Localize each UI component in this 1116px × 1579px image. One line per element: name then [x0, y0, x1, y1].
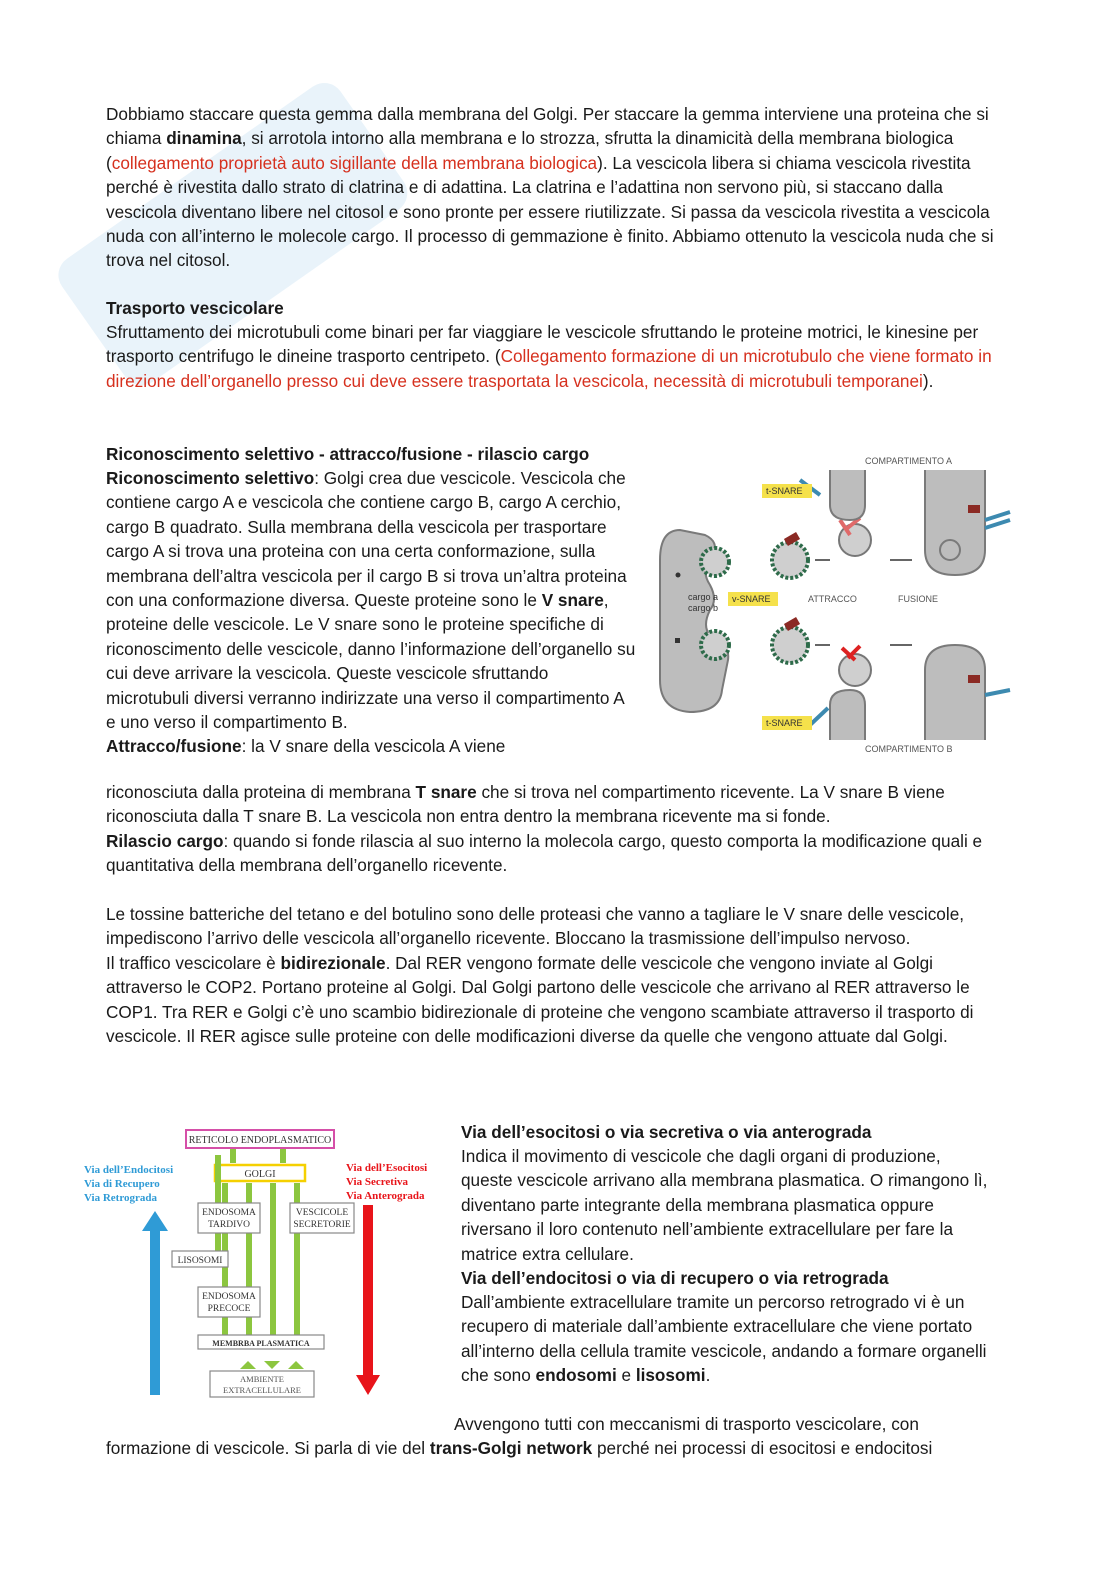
intro-paragraph: Dobbiamo staccare questa gemma dalla membrana del Golgi. Per staccare la gemma interviene una proteina che si chiama dinamina, si arrotola intorno alla membrana e lo strozza, sfrutta la dinamicità della membrana biologica (collegamento proprietà auto sigillante della membrana biologica). La vescicola libera si chiama vescicola rivestita perché è rivestita dallo strato di clatrina e di adattina. La clatrina e l’adattina non servono più, si staccano dalla vescicola diventano libere nel citosol e sono pronte per essere riutilizzate. Si passa da vescicola rivestita a vescicola nuda con all’interno le molecole cargo. Il processo di gemmazione è finito. Abbiamo ottenuto la vescicola nuda che si trova nel citosol. [106, 104, 994, 271]
compartment-b-dock [830, 690, 865, 740]
riconoscimento-paragraph: Riconoscimento selettivo: Golgi crea due vescicole. Vescicola che contiene cargo A e vescicola che contiene cargo B, cargo A cerchio, cargo B quadrato. Sulla membrana della vescicola per trasportare cargo A si trova una proteina con una certa conformazione, sulla membrana dell’altra vescicola per il cargo B si trova un’altra proteina con una conformazione diversa. Queste proteine sono le V snare, proteine delle vescicole. Le V snare sono le proteine specifiche di riconoscimento delle vescicole, danno l’informazione dell’organello su cui deve arrivare la vescicola. Queste vescicole sfruttando microtubuli diversi verranno indirizzate una verso il compartimento A e uno verso il compartimento B. Attracco/fusione: la V snare della vescicola A viene [106, 468, 636, 757]
reticolo-label: RETICOLO ENDOPLASMATICO [188, 1135, 332, 1146]
cargo-a-dot [676, 573, 681, 578]
label-fusione: FUSIONE [898, 594, 939, 604]
attracco-paragraph: riconosciuta dalla proteina di membrana T snare che si trova nel compartimento ricevente. La V snare B viene riconosciuta dalla T snare B. La vescicola non entra dentro la membrana ricevente ma si fonde. Rilascio cargo: quando si fonde rilascia al suo interno la molecola cargo, questo comporta la modificazione quali e quantitativa della membrana dell’organello ricevente. [106, 782, 983, 876]
t-snare-label-a: t-SNARE [766, 486, 803, 496]
vesicle-a-coated [772, 542, 808, 578]
endosoma-precoce-label-1: ENDOSOMA [202, 1292, 256, 1302]
vescicole-label-2: SECRETORIE [293, 1220, 351, 1230]
finale-line-1: Avvengono tutti con meccanismi di trasporto vescicolare, con [454, 1414, 919, 1434]
golgi-label: GOLGI [244, 1169, 276, 1180]
section-title-riconoscimento: Riconoscimento selettivo - attracco/fusione - rilascio cargo [106, 444, 590, 464]
endosoma-tardivo-label-1: ENDOSOMA [202, 1208, 256, 1218]
finale-line-2: formazione di vescicole. Si parla di vie del trans-Golgi network perché nei processi di esocitosi e endocitosi [106, 1438, 933, 1458]
label-compartimento-a: COMPARTIMENTO A [865, 456, 953, 466]
cargo-label: cargo a cargo b [688, 592, 719, 613]
bud-vesicle-a [701, 548, 729, 576]
compartment-a-dock [830, 470, 865, 520]
left-label-3: Via Retrograda [84, 1192, 158, 1204]
membrana-label: MEMBRBA PLASMATICA [212, 1339, 310, 1348]
left-label-2: Via di Recupero [84, 1178, 160, 1190]
t-snare-b-free [810, 708, 828, 725]
v-snare-a-fused [968, 505, 980, 513]
left-label-1: Via dell’Endocitosi [84, 1164, 174, 1176]
section-title-trasporto: Trasporto vescicolare [106, 298, 284, 318]
compartment-b-fused [925, 645, 985, 740]
ambiente-label-1: AMBIENTE [240, 1374, 284, 1384]
blue-arrow-up [142, 1211, 168, 1395]
t-snare-b-fused [985, 690, 1010, 695]
fusion-bulge-a [940, 540, 960, 560]
section-title-endocitosi: Via dell’endocitosi o via di recupero o via retrograda [461, 1268, 889, 1288]
vesicular-pathways-diagram [80, 1125, 445, 1405]
bud-vesicle-b [701, 631, 729, 659]
right-label-1: Via dell’Esocitosi [346, 1162, 428, 1174]
right-label-3: Via Anterograda [346, 1190, 425, 1202]
label-compartimento-b: COMPARTIMENTO B [865, 744, 953, 754]
v-snare-label: v-SNARE [732, 594, 771, 604]
t-snare-label-b: t-SNARE [766, 718, 803, 728]
trasporto-paragraph: Sfruttamento dei microtubuli come binari per far viaggiare le vescicole sfruttando le proteine motrici, le kinesine per trasporto centrifugo le dineine trasporto centripeto. (Collegamento formazione di un microtubulo che viene formato in direzione dell’organello presso cui deve essere trasportata la vescicola, necessità di microtubuli temporanei). [106, 322, 992, 391]
tossine-paragraph: Le tossine batteriche del tetano e del botulino sono delle proteasi che vanno a tagliare le V snare delle vescicole, impediscono l’arrivo delle vescicola all’organello ricevente. Bloccano la trasmissione dell’impulso nervoso. Il traffico vescicolare è bidirezionale. Dal RER vengono formate delle vescicole che vengono inviate al Golgi attraverso le COP2. Portano proteine al Golgi. Dal Golgi partono delle vescicole che arrivano al RER attraverso le COP1. Tra RER e Golgi c’è uno scambio bidirezionale di proteine che vengono scambiate attraverso il trasporto di vescicole. Il RER agisce sulle proteine con delle modificazioni diverse da quelle che vengono attuate dal Golgi. [106, 904, 974, 1047]
section-title-esocitosi: Via dell’esocitosi o via secretiva o via anterograda [461, 1122, 872, 1142]
cargo-b-square [675, 638, 680, 643]
red-arrow-down [356, 1205, 380, 1395]
label-attracco: ATTRACCO [808, 594, 857, 604]
ambiente-label-2: EXTRACELLULARE [223, 1385, 301, 1395]
t-snare-a-fused [985, 512, 1010, 528]
vesicle-b-coated [772, 627, 808, 663]
vescicole-label-1: VESCICOLE [295, 1208, 349, 1218]
endocitosi-paragraph: Dall’ambiente extracellulare tramite un percorso retrogrado vi è un recupero di materiale dall’ambiente extracellulare che viene portato all’interno della cellula tramite vescicole, andando a formare organelli che sono endosomi e lisosomi. [461, 1292, 987, 1386]
snare-diagram [650, 450, 1040, 760]
right-label-2: Via Secretiva [346, 1176, 409, 1188]
endosoma-tardivo-label-2: TARDIVO [208, 1220, 250, 1230]
endosoma-precoce-label-2: PRECOCE [207, 1304, 251, 1314]
lisosomi-label: LISOSOMI [177, 1256, 223, 1266]
v-snare-b-fused [968, 675, 980, 683]
esocitosi-paragraph: Indica il movimento di vescicole che dagli organi di produzione, queste vescicole arrivano alla membrana plasmatica. O rimangono lì, diventano parte integrante della membrana plasmatica oppure riversano il loro contenuto nell’ambiente extracellulare per fare la matrice extra cellulare. [461, 1146, 988, 1264]
